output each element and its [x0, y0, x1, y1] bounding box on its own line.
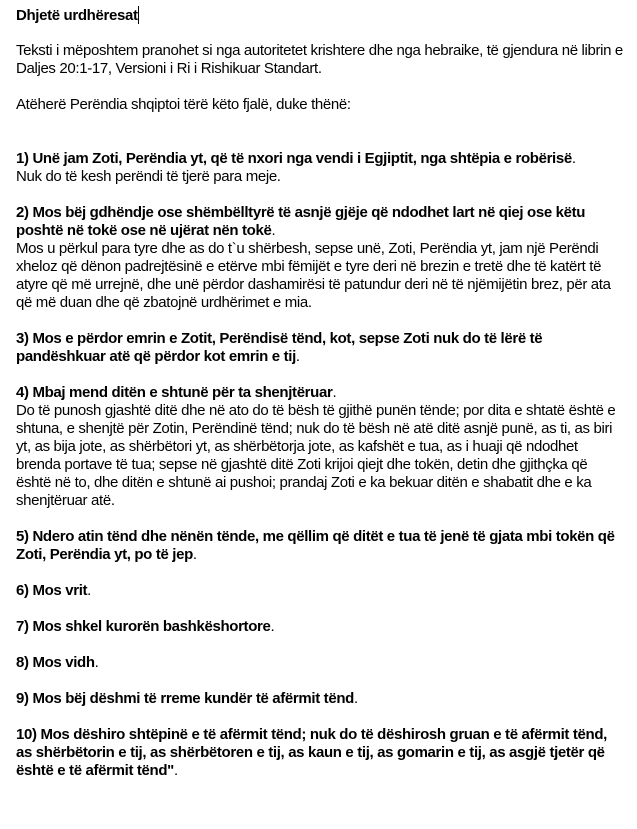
- commandment-heading: 8) Mos vidh: [16, 654, 95, 671]
- commandment-heading: 6) Mos vrit: [16, 582, 88, 599]
- commandment-2: [16, 204, 626, 312]
- commandment-7: [16, 618, 626, 636]
- document-title[interactable]: [16, 6, 626, 26]
- blank-line: [16, 366, 626, 384]
- commandment-heading: 4) Mbaj mend ditën e shtunë për ta shenjtëruar: [16, 384, 333, 401]
- commandment-heading: 2) Mos bëj gdhëndje ose shëmbëlltyrë të asnjë gjëje që ndodhet lart në qiej ose këtu poshtë në tokë ose në ujërat nën tokë: [16, 204, 586, 239]
- commandment-heading: 9) Mos bëj dëshmi të rreme kundër të afërmit tënd: [16, 690, 354, 707]
- commandment-heading: 5) Ndero atin tënd dhe nënën tënde, me qëllim që ditët e tua të jenë të gjata mbi tokën që Zoti, Perëndia yt, po të jep: [16, 528, 615, 563]
- blank-line: [16, 510, 626, 528]
- blank-line: [16, 600, 626, 618]
- text-cursor: [138, 6, 140, 24]
- commandment-6: [16, 582, 626, 600]
- commandment-body: Nuk do të kesh perëndi të tjerë para meje.: [16, 168, 281, 185]
- commandment-9: [16, 690, 626, 708]
- commandment-4: [16, 384, 626, 510]
- heading-end: .: [571, 150, 576, 167]
- blank-line: [16, 636, 626, 654]
- title-text: Dhjetë urdhëresat: [16, 7, 138, 24]
- heading-end: .: [332, 384, 337, 401]
- blank-line: [16, 78, 626, 96]
- intro-paragraph: Teksti i mëposhtem pranohet si nga autoritetet krishtere dhe nga hebraike, të gjendura në librin e Daljes 20:1-17, Versioni i Ri i Rishikuar Standart.: [16, 42, 623, 77]
- heading-end: .: [173, 762, 178, 779]
- commandment-5: [16, 528, 626, 564]
- blank-line: [16, 312, 626, 330]
- commandment-heading: 3) Mos e përdor emrin e Zotit, Perëndisë tënd, kot, sepse Zoti nuk do të lërë të pandëshkuar atë që përdor kot emrin e tij: [16, 330, 543, 365]
- commandment-heading: 7) Mos shkel kurorën bashkëshortore: [16, 618, 271, 635]
- heading-end: .: [94, 654, 99, 671]
- heading-end: .: [353, 690, 358, 707]
- heading-end: .: [271, 222, 276, 239]
- blank-line: [16, 672, 626, 690]
- commandment-body: Do të punosh gjashtë ditë dhe në ato do të bësh të gjithë punën tënde; por dita e shtatë është e shtuna, e shenjtë për Zotin, Perëndinë tënd; nuk do të bësh në atë ditë asnjë punë, as ti, as biri yt, as bija jote, as shërbëtori yt, as shërbëtorja jote, as kafshët e tua, as i huaji që ndodhet brenda portave të tua; sepse në gjashtë ditë Zoti krijoi qiejt dhe tokën, detin dhe gjithçka që është në to, dhe ditën e shtunë ai pushoi; prandaj Zoti e ka bekuar ditën e shabatit dhe e ka shenjtëruar atë.: [16, 402, 616, 509]
- heading-end: .: [192, 546, 197, 563]
- blank-line: [16, 708, 626, 726]
- blank-line: [16, 186, 626, 204]
- heading-end: .: [295, 348, 300, 365]
- commandment-heading: 1) Unë jam Zoti, Perëndia yt, që të nxori nga vendi i Egjiptit, nga shtëpia e robërisë: [16, 150, 572, 167]
- commandment-body: Mos u përkul para tyre dhe as do t`u shërbesh, sepse unë, Zoti, Perëndia yt, jam një Perëndi xheloz që dënon padrejtësinë e etërve mbi fëmijët e tyre deri në brezin e tretë dhe të katërt të atyre që më urrejnë, dhe unë përdor dashamirësi të patundur deri në të njëmijëtin brez, për ata që më duan dhe që zbatojnë urdhërimet e mia.: [16, 240, 611, 311]
- blank-line: [16, 564, 626, 582]
- commandment-1: [16, 150, 626, 186]
- lead-paragraph: Atëherë Perëndia shqiptoi tërë këto fjalë, duke thënë:: [16, 96, 351, 113]
- commandment-3: [16, 330, 626, 366]
- heading-end: .: [87, 582, 91, 599]
- commandment-heading: 10) Mos dëshiro shtëpinë e të afërmit tënd; nuk do të dëshirosh gruan e të afërmit tënd, as shërbëtorin e tij, as shërbëtoren e tij, as kaun e tij, as gomarin e tij, as asgjë tjetër që është e të afërmit tënd": [16, 726, 607, 779]
- commandment-8: [16, 654, 626, 672]
- blank-line: [16, 114, 626, 150]
- heading-end: .: [270, 618, 275, 635]
- commandment-10: [16, 726, 626, 780]
